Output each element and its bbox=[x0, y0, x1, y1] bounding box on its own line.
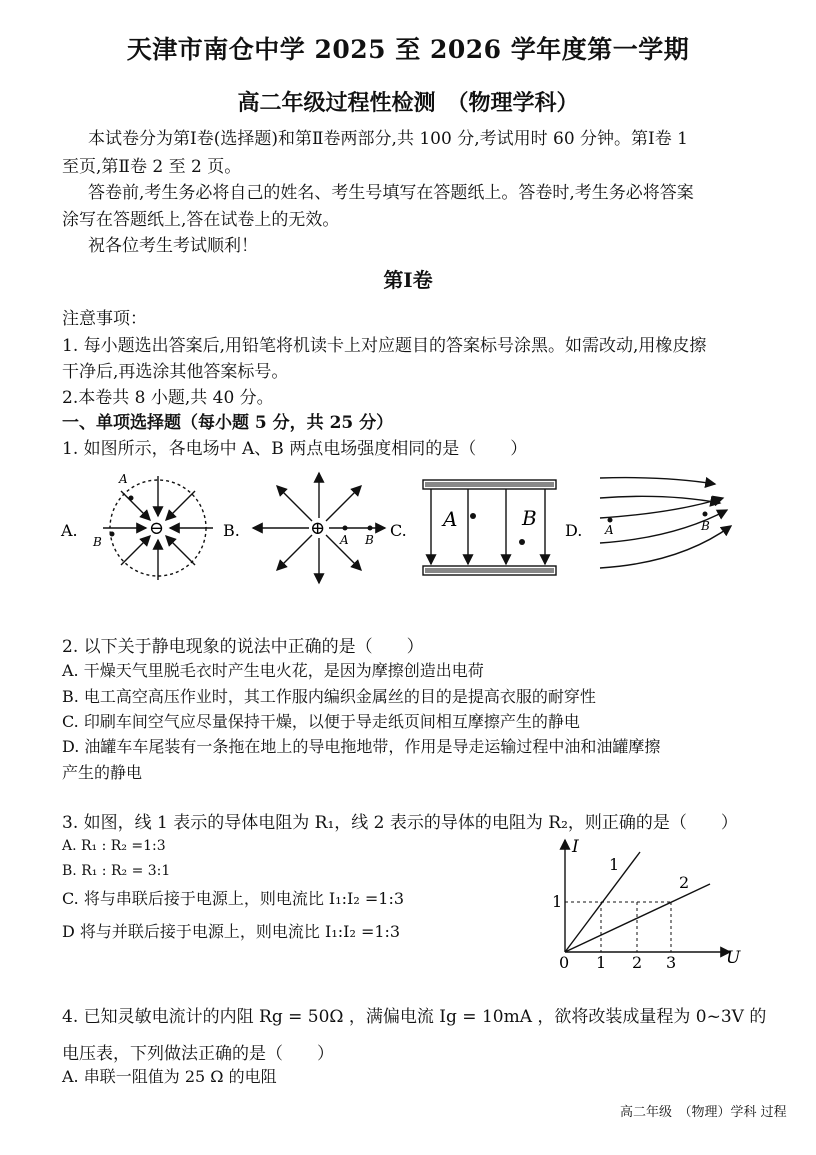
exam-title: 天津市南仓中学 2025 至 2026 学年度第一学期 bbox=[126, 35, 690, 64]
q3-origin-label: 0 bbox=[559, 953, 570, 972]
intro-line-1: 本试卷分为第Ⅰ卷(选择题)和第Ⅱ卷两部分,共 100 分,考试用时 60 分钟。第Ⅰ卷 1 bbox=[88, 129, 688, 149]
q3-option-d: D 将与并联后接于电源上，则电流比 I₁:I₂ =1:3 bbox=[62, 922, 401, 941]
q1-a-point-a: A bbox=[119, 472, 128, 486]
q4-option-a: A. 串联一阻值为 25 Ω 的电阻 bbox=[62, 1067, 277, 1086]
q1-b-point-a: A bbox=[340, 533, 349, 547]
q2-option-d-2: 产生的静电 bbox=[62, 763, 143, 782]
q3-option-b: B. R₁ : R₂ = 3:1 bbox=[62, 863, 171, 879]
section-title: 第Ⅰ卷 bbox=[383, 268, 433, 292]
page-footer: 高二年级 （物理）学科 过程 bbox=[620, 1105, 787, 1120]
q3-x-tick-2: 2 bbox=[632, 953, 643, 972]
q3-y-tick-1: 1 bbox=[552, 892, 563, 911]
q3-iu-graph bbox=[545, 832, 745, 972]
q1-label-b: B. bbox=[223, 521, 240, 540]
q1-c-point-a: A bbox=[443, 507, 458, 531]
q1-b-point-b: B bbox=[365, 533, 374, 547]
q3-line-2-label: 2 bbox=[679, 873, 690, 892]
q1-stem: 1. 如图所示，各电场中 A、B 两点电场强度相同的是（ ） bbox=[62, 439, 528, 459]
q3-x-axis-label: U bbox=[726, 948, 741, 968]
q3-line-1-label: 1 bbox=[609, 855, 620, 874]
q1-label-d: D. bbox=[565, 521, 583, 540]
negative-charge-icon: ⊖ bbox=[149, 518, 165, 539]
q3-option-a: A. R₁ : R₂ =1:3 bbox=[62, 838, 166, 854]
q1-a-point-b: B bbox=[93, 535, 102, 549]
positive-charge-icon: ⊕ bbox=[310, 518, 326, 539]
q4-stem-1: 4. 已知灵敏电流计的内阻 Rg = 50Ω ，满偏电流 Ig = 10mA ，欲将改装成量程为 0~3V 的 bbox=[62, 1007, 767, 1027]
intro-line-2: 至页,第Ⅱ卷 2 至 2 页。 bbox=[62, 157, 242, 177]
q1-field-diagrams bbox=[55, 468, 795, 588]
q3-option-c: C. 将与串联后接于电源上，则电流比 I₁:I₂ =1:3 bbox=[62, 889, 405, 908]
intro-line-4: 涂写在答题纸上,答在试卷上的无效。 bbox=[62, 210, 340, 230]
q2-stem: 2. 以下关于静电现象的说法中正确的是（ ） bbox=[62, 637, 424, 657]
notes-item-2: 2.本卷共 8 小题,共 40 分。 bbox=[62, 388, 274, 408]
q1-d-point-a: A bbox=[605, 523, 614, 537]
q1-diagram-d bbox=[600, 478, 731, 568]
intro-line-3: 答卷前,考生务必将自己的姓名、考生号填写在答题纸上。答卷时,考生务必将答案 bbox=[88, 183, 694, 203]
notes-heading: 注意事项： bbox=[62, 309, 147, 329]
q2-option-b: B. 电工高空高压作业时，其工作服内编织金属丝的目的是提高衣服的耐穿性 bbox=[62, 687, 596, 706]
q2-option-a: A. 干燥天气里脱毛衣时产生电火花，是因为摩擦创造出电荷 bbox=[62, 661, 484, 680]
q3-x-tick-3: 3 bbox=[666, 953, 677, 972]
q1-label-c: C. bbox=[390, 521, 407, 540]
notes-item-1b: 干净后,再选涂其他答案标号。 bbox=[62, 362, 289, 382]
q2-option-d-1: D. 油罐车车尾装有一条拖在地上的导电拖地带，作用是导走运输过程中油和油罐摩擦 bbox=[62, 737, 661, 756]
intro-line-5: 祝各位考生考试顺利！ bbox=[88, 236, 258, 256]
q3-stem: 3. 如图，线 1 表示的导体电阻为 R₁，线 2 表示的导体的电阻为 R₂，则正确的是（ ） bbox=[62, 813, 738, 833]
q2-option-c: C. 印刷车间空气应尽量保持干燥，以便于导走纸页间相互摩擦产生的静电 bbox=[62, 712, 580, 731]
part1-heading: 一、单项选择题（每小题 5 分，共 25 分） bbox=[62, 413, 394, 433]
notes-item-1a: 1. 每小题选出答案后,用铅笔将机读卡上对应题目的答案标号涂黑。如需改动,用橡皮擦 bbox=[62, 336, 707, 356]
q3-y-axis-label: I bbox=[572, 837, 579, 857]
q4-stem-2: 电压表，下列做法正确的是（ ） bbox=[62, 1044, 334, 1064]
q1-c-point-b: B bbox=[522, 506, 537, 530]
exam-subtitle: 高二年级过程性检测 （物理学科） bbox=[237, 90, 579, 116]
q1-d-point-b: B bbox=[701, 519, 710, 533]
q1-label-a: A. bbox=[61, 521, 78, 540]
q3-x-tick-1: 1 bbox=[596, 953, 607, 972]
